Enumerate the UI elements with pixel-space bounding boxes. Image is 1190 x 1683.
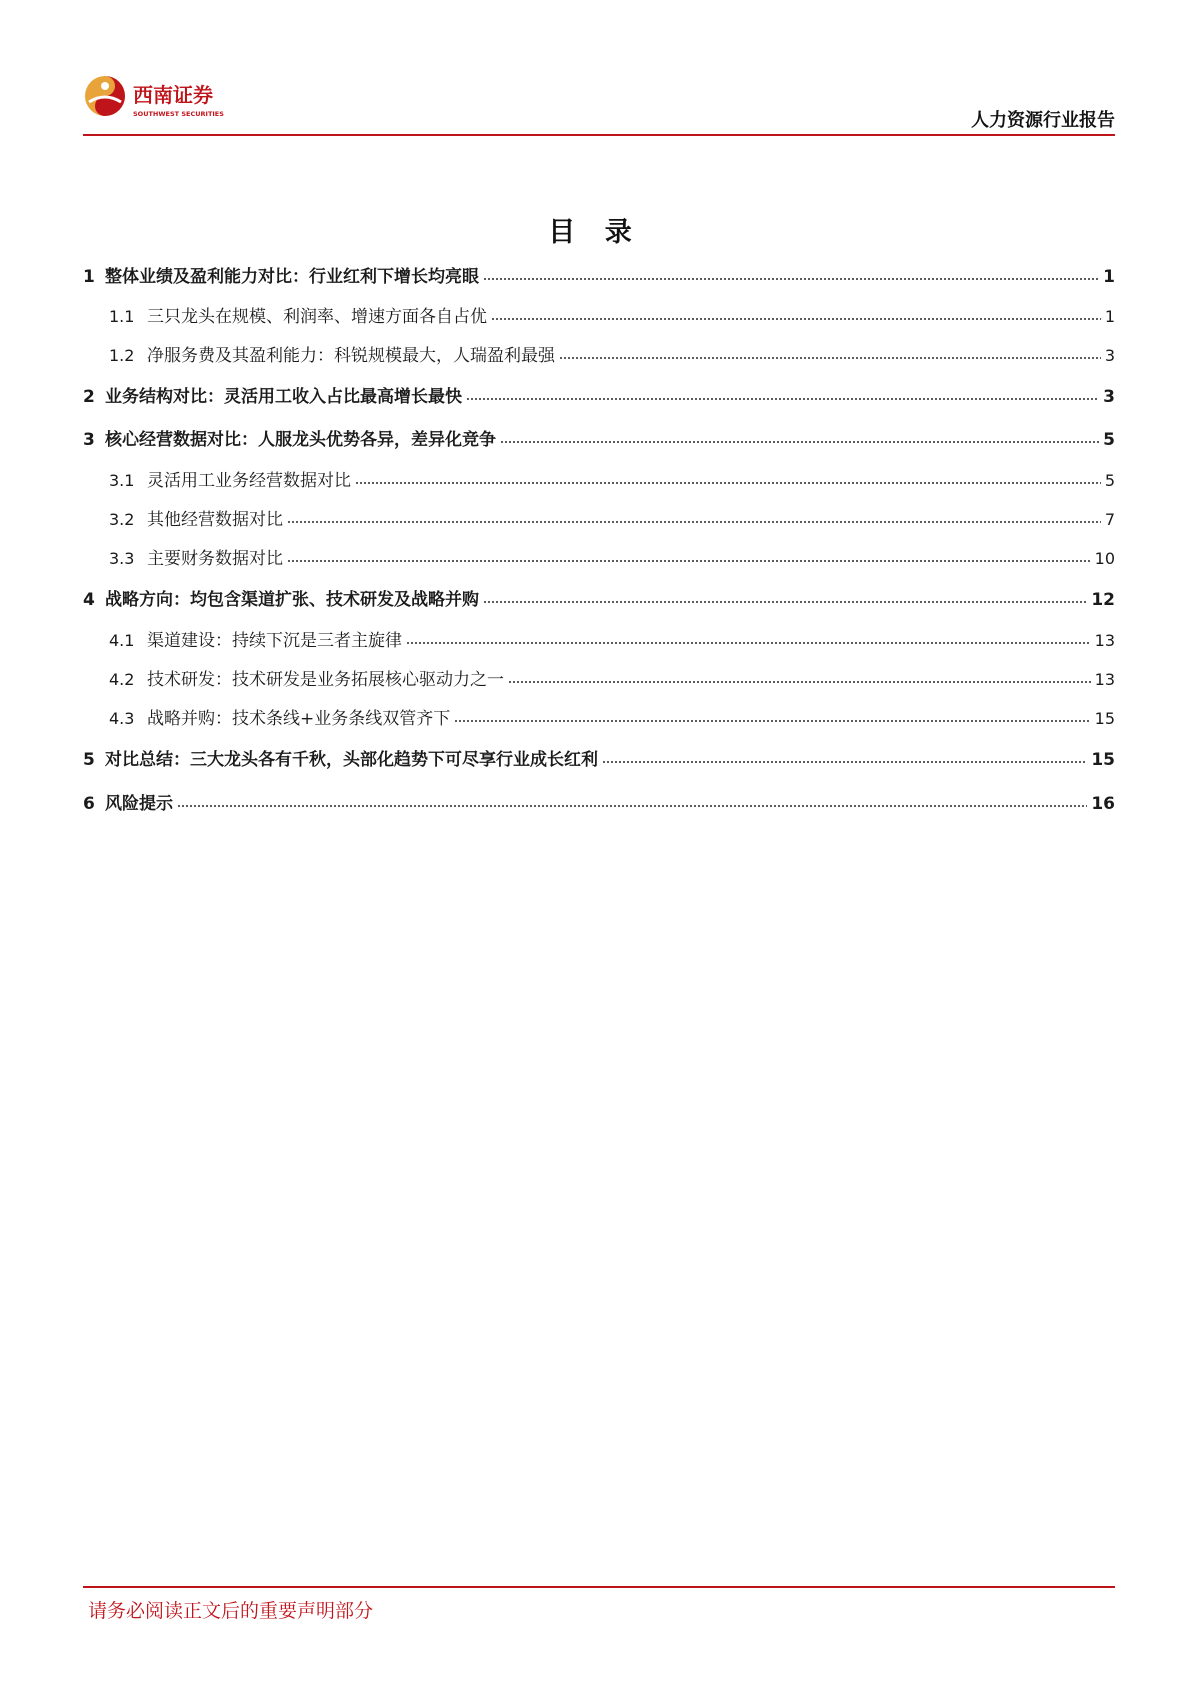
svg-text:西南证券: 西南证券 [133,83,213,107]
toc-entry-title: 风险提示 [105,794,173,814]
toc-entry-page: 16 [1091,794,1115,814]
toc-entry-title: 技术研发：技术研发是业务拓展核心驱动力之一 [147,670,504,690]
toc-leader-dots [491,307,1101,321]
toc-entry[interactable] [83,585,1115,609]
toc-entry-number: 2 [83,387,95,407]
toc-entry-page: 1 [1104,307,1115,326]
toc-entry-title: 战略方向：均包含渠道扩张、技术研发及战略并购 [105,590,479,610]
toc-leader-dots [483,590,1087,604]
toc-entry-number: 3.2 [109,510,135,529]
toc-entry[interactable] [83,704,1115,728]
toc-entry-title: 净服务费及其盈利能力：科锐规模最大，人瑞盈利最强 [147,346,555,366]
toc-entry-number: 4.3 [109,709,135,728]
toc-leader-dots [454,709,1090,723]
toc-leader-dots [287,549,1091,563]
toc-leader-dots [287,510,1101,524]
toc-entry-title: 渠道建设：持续下沉是三者主旋律 [147,631,402,651]
toc-entry-number: 4.2 [109,670,135,689]
toc-entry-page: 15 [1094,709,1115,728]
toc-leader-dots [177,794,1087,808]
toc-entry[interactable] [83,626,1115,650]
southwest-securities-logo [83,72,253,124]
toc-entry-title: 战略并购：技术条线+业务条线双管齐下 [147,709,451,729]
toc-entry-number: 1.1 [109,307,135,326]
toc-entry-number: 1 [83,267,95,287]
toc-entry-page: 3 [1103,387,1115,407]
toc-leader-dots [500,430,1099,444]
toc-entry[interactable] [83,466,1115,490]
toc-entry-title: 其他经营数据对比 [147,510,283,530]
toc-entry-title: 整体业绩及盈利能力对比：行业红利下增长均亮眼 [105,267,479,287]
toc-entry-title: 对比总结：三大龙头各有千秋，头部化趋势下可尽享行业成长红利 [105,750,598,770]
toc-entry-number: 3.1 [109,471,135,490]
toc-entry[interactable] [83,382,1115,406]
toc-entry-number: 1.2 [109,346,135,365]
toc-leader-dots [406,631,1091,645]
toc-entry[interactable] [83,341,1115,365]
toc-entry[interactable] [83,665,1115,689]
toc-entry[interactable] [83,745,1115,769]
toc-entry[interactable] [83,505,1115,529]
toc-entry-title: 核心经营数据对比：人服龙头优势各异，差异化竞争 [105,430,496,450]
toc-entry-title: 三只龙头在规模、利润率、增速方面各自占优 [147,307,487,327]
toc-leader-dots [483,267,1099,281]
toc-entry[interactable] [83,425,1115,449]
toc-leader-dots [508,670,1091,684]
toc-entry-number: 3 [83,430,95,450]
toc-entry-page: 3 [1104,346,1115,365]
toc-title: 目 录 [548,217,642,248]
toc-entry[interactable] [83,544,1115,568]
toc-entry-page: 5 [1104,471,1115,490]
toc-entry-title: 灵活用工业务经营数据对比 [147,471,351,491]
toc-entry-number: 4 [83,590,95,610]
toc-entry-number: 4.1 [109,631,135,650]
toc-entry-number: 6 [83,794,95,814]
toc-entry-page: 15 [1091,750,1115,770]
toc-entry[interactable] [83,789,1115,813]
footer-divider [83,1586,1115,1588]
toc-leader-dots [355,471,1101,485]
toc-entry-title: 主要财务数据对比 [147,549,283,569]
header-divider [83,134,1115,136]
toc-entry-page: 5 [1103,430,1115,450]
toc-leader-dots [602,750,1087,764]
toc-entry-page: 13 [1094,670,1115,689]
toc-leader-dots [559,346,1101,360]
page-header [83,66,1115,134]
toc-entry[interactable] [83,262,1115,286]
toc-entry-title: 业务结构对比：灵活用工收入占比最高增长最快 [105,387,462,407]
toc-entry-page: 7 [1104,510,1115,529]
svg-text:SOUTHWEST SECURITIES: SOUTHWEST SECURITIES [133,110,224,118]
report-type-label: 人力资源行业报告 [971,110,1115,131]
toc-leader-dots [466,387,1099,401]
toc-entry-page: 1 [1103,267,1115,287]
toc-entry-page: 13 [1094,631,1115,650]
disclaimer-note: 请务必阅读正文后的重要声明部分 [88,1600,374,1622]
toc-entry-page: 12 [1091,590,1115,610]
toc-entry[interactable] [83,302,1115,326]
toc-entry-page: 10 [1094,549,1115,568]
toc-entry-number: 5 [83,750,95,770]
toc-entry-number: 3.3 [109,549,135,568]
